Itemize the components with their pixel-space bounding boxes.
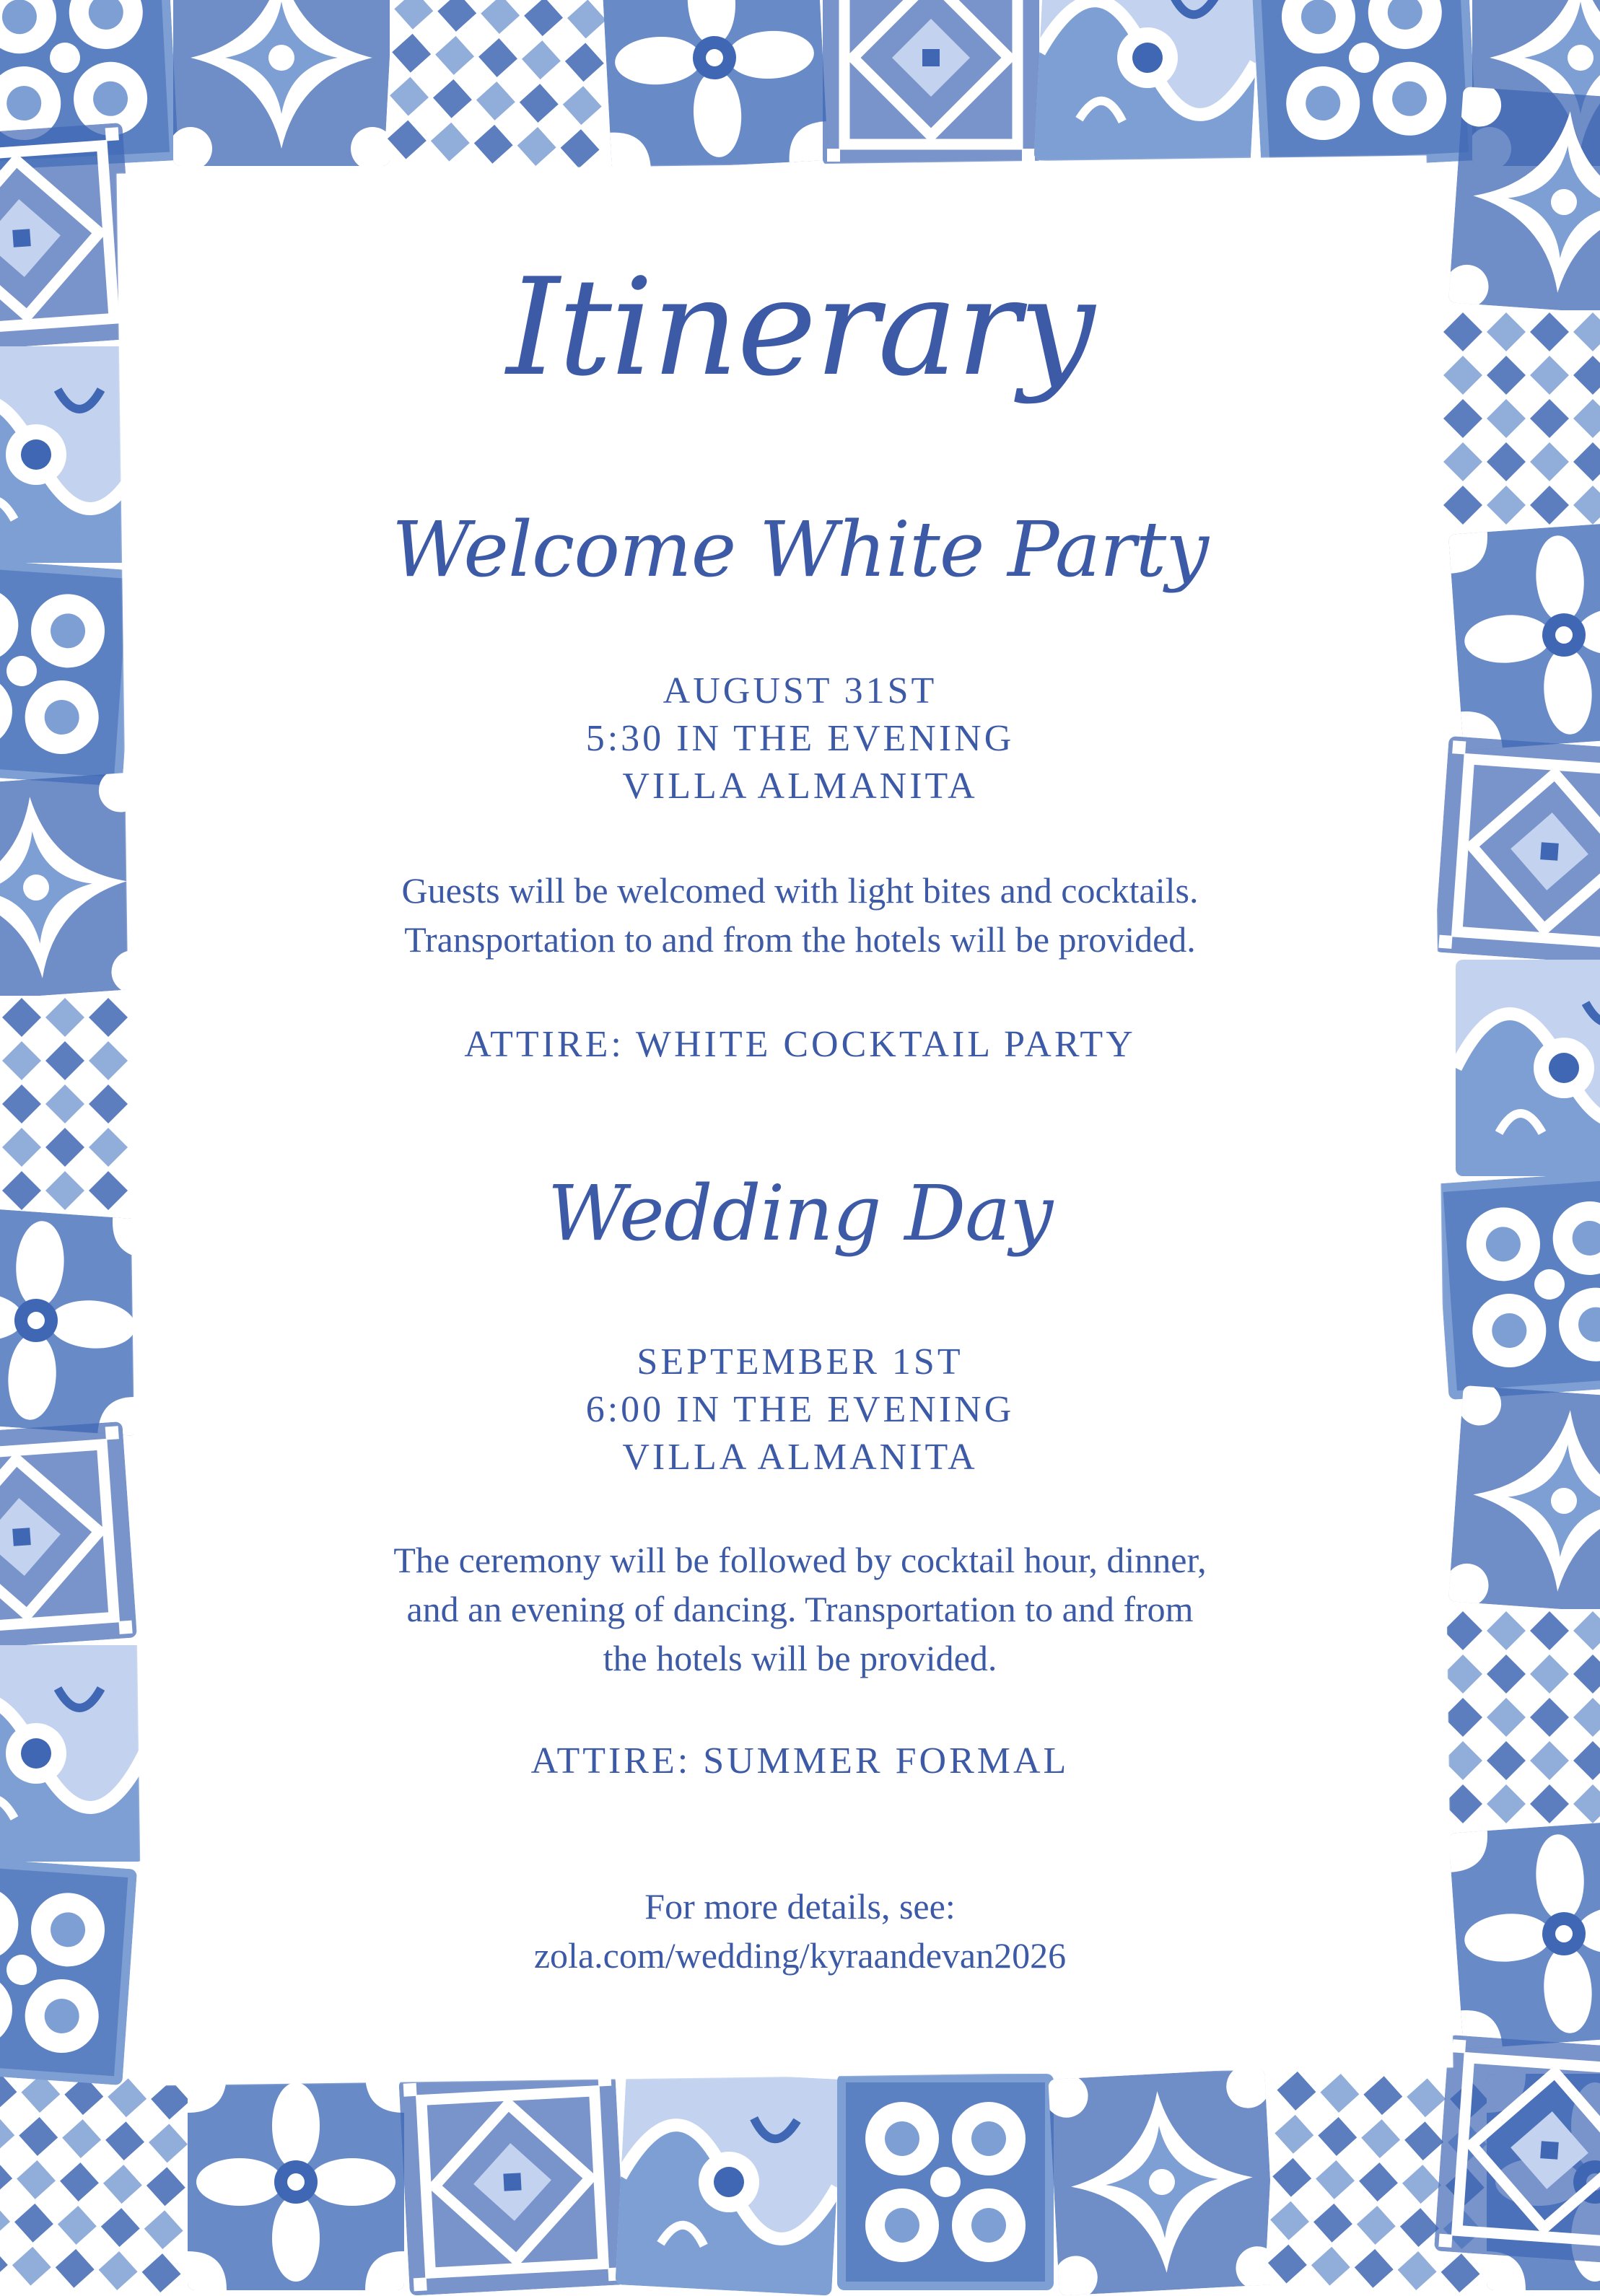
event-details-wedding-day	[0, 1338, 1600, 1481]
event-attire-wedding-day: ATTIRE: SUMMER FORMAL	[530, 1740, 1070, 1782]
event-date: AUGUST 31ST	[663, 670, 937, 711]
event-date: SEPTEMBER 1ST	[637, 1341, 963, 1383]
event-venue: VILLA ALMANITA	[622, 1437, 978, 1478]
description-line: Guests will be welcomed with light bites and cocktails.	[401, 870, 1199, 911]
event-title-wedding-day: Wedding Day	[547, 1169, 1053, 1258]
event-description-welcome-party	[0, 866, 1600, 964]
description-line: The ceremony will be followed by cocktail hour, dinner,	[393, 1540, 1207, 1580]
footer-text: For more details, see:	[644, 1886, 956, 1927]
wedding-website-link[interactable]: zola.com/wedding/kyraandevan2026	[533, 1935, 1067, 1976]
event-venue: VILLA ALMANITA	[622, 766, 978, 807]
event-time: 6:00 IN THE EVENING	[585, 1389, 1015, 1430]
description-line: and an evening of dancing. Transportation to and from	[406, 1589, 1194, 1629]
description-line: Transportation to and from the hotels will be provided.	[404, 919, 1196, 960]
itinerary-title: Itinerary	[506, 249, 1094, 406]
event-details-welcome-party	[0, 667, 1600, 810]
footer-details	[0, 1882, 1600, 1980]
description-line: the hotels will be provided.	[603, 1638, 997, 1678]
event-description-wedding-day	[0, 1535, 1600, 1683]
event-attire-welcome-party: ATTIRE: WHITE COCKTAIL PARTY	[464, 1024, 1136, 1065]
event-time: 5:30 IN THE EVENING	[585, 718, 1015, 759]
event-title-welcome-party: Welcome White Party	[391, 505, 1209, 594]
